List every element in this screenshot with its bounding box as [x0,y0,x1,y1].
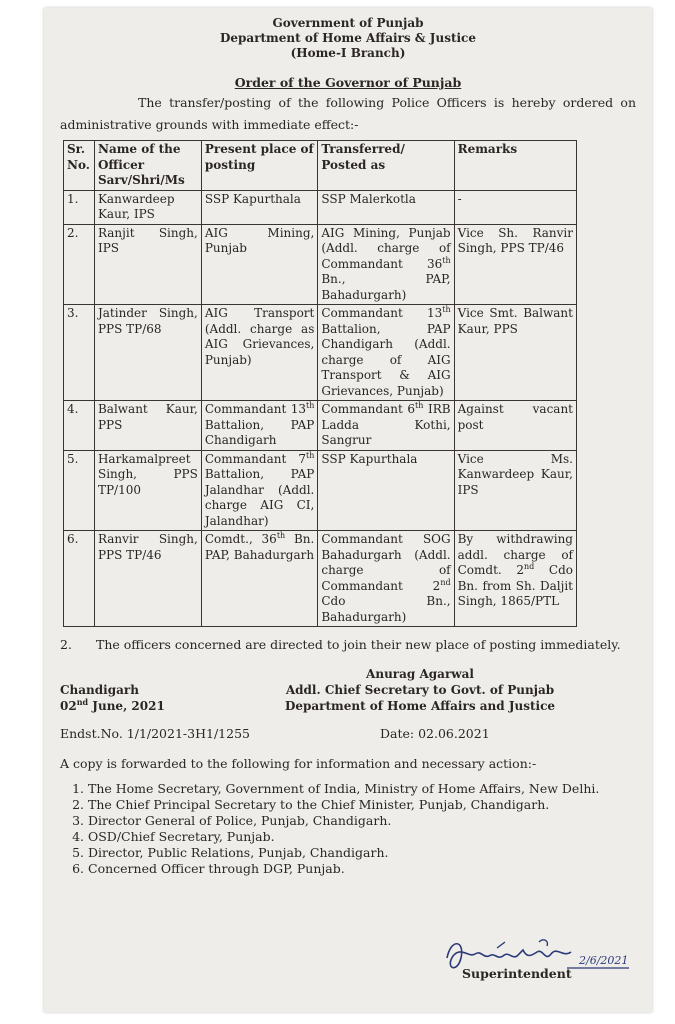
cell-name: Kanwardeep Kaur, IPS [94,190,201,224]
cell-remarks: By withdrawing addl. charge of Comdt. 2nd Cdo Bn. from Sh. Daljit Singh, 1865/PTL [454,531,576,627]
table-row [64,531,577,627]
signer-name: Anurag Agarwal [366,667,474,681]
cell-present: Comdt., 36th Bn. PAP, Bahadurgarh [201,531,318,627]
cell-present: Commandant 13th Battalion, PAP Chandigarh [201,401,318,451]
cell-present: SSP Kapurthala [201,190,318,224]
cell-name: Balwant Kaur, PPS [94,401,201,451]
list-item: 3. Director General of Police, Punjab, Chandigarh. [88,813,608,829]
paragraph-text: The officers concerned are directed to join their new place of posting immediately. [96,637,621,652]
document-content [60,16,636,877]
signer-designation: Addl. Chief Secretary to Govt. of Punjab [285,683,555,697]
table-header-row [64,141,577,191]
table-row [64,224,577,305]
copy-list [60,781,608,877]
table-row [64,401,577,451]
cell-remarks: Against vacant post [454,401,576,451]
cell-sr: 3. [64,305,95,401]
cell-present: AIG Transport (Addl. charge as AIG Grievances, Punjab) [201,305,318,401]
transfer-table [63,140,577,627]
cell-remarks: - [454,190,576,224]
cell-name: Harkamalpreet Singh, PPS TP/100 [94,450,201,531]
cell-present: Commandant 7th Battalion, PAP Jalandhar (Addl. charge AIG CI, Jalandhar) [201,450,318,531]
cell-name: Jatinder Singh, PPS TP/68 [94,305,201,401]
list-item: 5. Director, Public Relations, Punjab, Chandigarh. [88,845,608,861]
header-sr-no: Sr. No. [64,141,95,191]
cell-present: AIG Mining, Punjab [201,224,318,305]
cell-remarks: Vice Smt. Balwant Kaur, PPS [454,305,576,401]
header-transferred: Transferred/ Posted as [318,141,454,191]
direction-paragraph [60,635,636,654]
place-date [60,682,165,714]
header-remarks: Remarks [454,141,576,191]
list-item: 6. Concerned Officer through DGP, Punjab. [88,861,608,877]
header-department: Department of Home Affairs & Justice [219,31,476,45]
signature-block [60,660,636,720]
cell-sr: 4. [64,401,95,451]
cell-transferred: SSP Malerkotla [318,190,454,224]
list-item: 1. The Home Secretary, Government of India, Ministry of Home Affairs, New Delhi. [88,781,608,797]
issue-date: 02nd June, 2021 [60,697,165,713]
cell-transferred: Commandant SOG Bahadurgarh (Addl. charge of Commandant 2nd Cdo Bn., Bahadurgarh) [318,531,454,627]
endorsement-date: Date: 02.06.2021 [380,726,490,741]
cell-transferred: Commandant 13th Battalion, PAP Chandigarh (Addl. charge of AIG Transport & AIG Grievances, Punjab) [318,305,454,401]
table-row [64,305,577,401]
cell-transferred: Commandant 6th IRB Ladda Kothi, Sangrur [318,401,454,451]
superintendent-label: Superintendent [462,966,572,981]
order-title: Order of the Governor of Punjab [234,75,462,90]
table-row [64,190,577,224]
cell-sr: 2. [64,224,95,305]
signer-department: Department of Home Affairs and Justice [284,699,556,713]
place: Chandigarh [60,683,139,697]
endorsement-line [60,726,636,748]
cell-sr: 5. [64,450,95,531]
paragraph-number: 2. [60,637,72,652]
table-row [64,450,577,531]
cell-sr: 6. [64,531,95,627]
header-officer-name: Name of the Officer Sarv/Shri/Ms [94,141,201,191]
list-item: 4. OSD/Chief Secretary, Punjab. [88,829,608,845]
cell-name: Ranjit Singh, IPS [94,224,201,305]
signer-details [280,666,560,714]
endorsement-number: Endst.No. 1/1/2021-3H1/1255 [60,726,250,741]
header-present-posting: Present place of posting [201,141,318,191]
signature-date: 2/6/2021 [579,954,629,967]
cell-transferred: AIG Mining, Punjab (Addl. charge of Commandant 36th Bn., PAP, Bahadurgarh) [318,224,454,305]
document-page [44,8,652,1012]
cell-name: Ranvir Singh, PPS TP/46 [94,531,201,627]
header-government: Government of Punjab [272,16,424,30]
list-item: 2. The Chief Principal Secretary to the Chief Minister, Punjab, Chandigarh. [88,797,608,813]
header-branch: (Home-I Branch) [290,46,406,60]
cell-sr: 1. [64,190,95,224]
cell-transferred: SSP Kapurthala [318,450,454,531]
intro-paragraph: The transfer/posting of the following Police Officers is hereby ordered on administrative grounds with immediate effect:- [60,95,636,132]
cell-remarks: Vice Ms. Kanwardeep Kaur, IPS [454,450,576,531]
copy-forward-lead: A copy is forwarded to the following for information and necessary action:- [60,756,537,771]
cell-remarks: Vice Sh. Ranvir Singh, PPS TP/46 [454,224,576,305]
